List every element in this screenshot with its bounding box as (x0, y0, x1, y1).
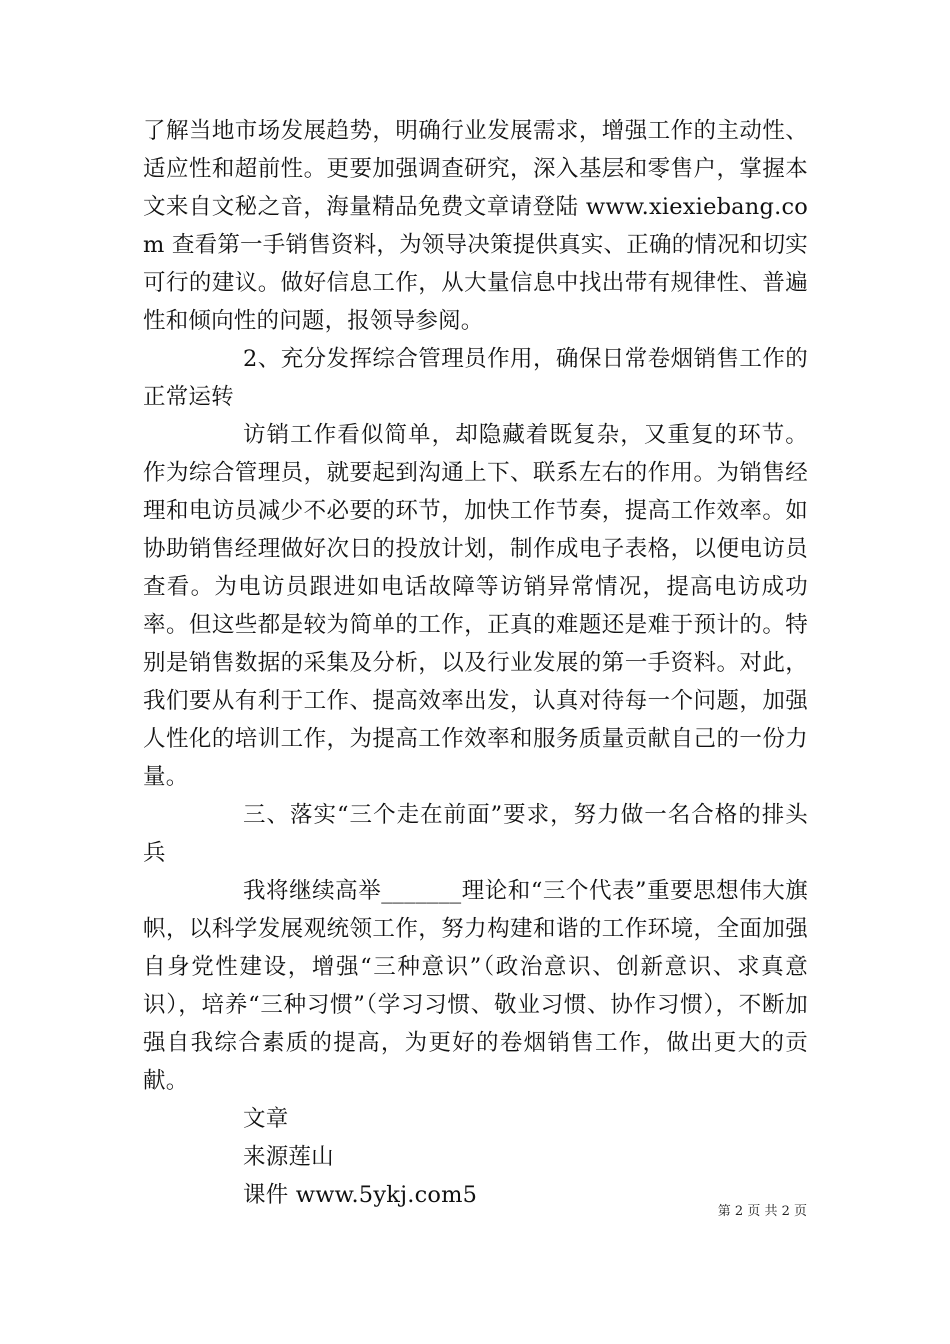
page-number-footer: 第 2 页 共 2 页 (717, 1204, 807, 1219)
source-line-2: 来源莲山 (243, 1144, 334, 1170)
source-line-3: 课件 www.5ykj.com5 (243, 1182, 478, 1208)
paragraph-commitment: 我将继续高举_______理论和“三个代表”重要思想伟大旗帜，以科学发展观统领工作，努力构建和谐的工作环境，全面加强自身党性建设，增强“三种意识”（政治意识、创新意识、求真意识），培养“三种习惯”（学习习惯、敬业习惯、协作习惯），不断加强自我综合素质的提高，为更好的卷烟销售工作，做出更大的贡献。 (143, 878, 808, 1094)
document-body (143, 112, 808, 1214)
paragraph-market-research: 了解当地市场发展趋势，明确行业发展需求，增强工作的主动性、适应性和超前性。更要加强调查研究，深入基层和零售户，掌握本文来自文秘之音，海量精品免费文章请登陆 www.xiexiebang.com 查看第一手销售资料，为领导决策提供真实、正确的情况和切实可行的建议。做好信息工作，从大量信息中找出带有规律性、普遍性和倾向性的问题，报领导参阅。 (143, 118, 808, 334)
heading-section-2: 2、充分发挥综合管理员作用，确保日常卷烟销售工作的正常运转 (143, 346, 808, 410)
heading-section-3: 三、落实“三个走在前面”要求，努力做一名合格的排头兵 (143, 802, 808, 866)
source-line-1: 文章 (243, 1106, 289, 1132)
paragraph-sales-management: 访销工作看似简单，却隐藏着既复杂，又重复的环节。作为综合管理员，就要起到沟通上下、联系左右的作用。为销售经理和电访员减少不必要的环节，加快工作节奏，提高工作效率。如协助销售经理做好次日的投放计划，制作成电子表格，以便电访员查看。为电访员跟进如电话故障等访销异常情况，提高电访成功率。但这些都是较为简单的工作，正真的难题还是难于预计的。特别是销售数据的采集及分析，以及行业发展的第一手资料。对此，我们要从有利于工作、提高效率出发，认真对待每一个问题，加强人性化的培训工作，为提高工作效率和服务质量贡献自己的一份力量。 (143, 422, 808, 790)
